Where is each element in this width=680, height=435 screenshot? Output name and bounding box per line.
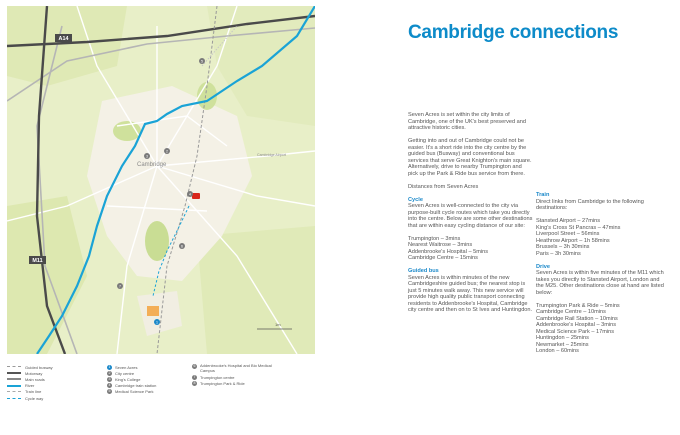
distances-heading: Distances from Seven Acres — [408, 183, 479, 190]
legend-number: 6 — [193, 364, 196, 368]
intro-paragraph: Seven Acres is set within the city limits of Cambridge, one of the UK's best preserved and attractive historic cities. — [408, 112, 526, 131]
legend-item — [192, 364, 280, 374]
farmland-area — [197, 226, 315, 354]
legend-places — [107, 364, 156, 395]
legend-label: Trumpington Park & Ride — [200, 380, 245, 386]
legend-label: Seven Acres — [115, 364, 138, 370]
legend-swatch — [7, 366, 21, 368]
legend-swatch — [7, 372, 21, 374]
cycle-heading: Cycle — [408, 196, 423, 203]
marker-label: 6 — [181, 244, 183, 249]
train-list: Stansted Airport – 27mins King's Cross St Pancras – 47mins Liverpool Street – 56mins Heathrow Airport – 1h 58mins Brussels – 3h 30mins Paris – 3h 30mins — [536, 218, 621, 257]
legend-item — [192, 380, 280, 386]
legend-label: Addenbrooke's Hospital and Bio Medical Campus — [200, 363, 272, 373]
map[interactable] — [7, 6, 315, 354]
legend-number: 1 — [108, 364, 111, 369]
legend-label: Motorway — [25, 370, 43, 376]
marker-label: 3 — [146, 154, 148, 159]
legend-swatch — [7, 391, 21, 392]
m11-label: M11 — [32, 258, 43, 264]
marker-label: 1 — [156, 320, 158, 325]
drive-text: Seven Acres is within five minutes of the M11 which takes you directly to Stansted Airport, London and the M25. Other destinations close at hand are listed below: — [536, 270, 664, 296]
bus-heading: Guided bus — [408, 268, 439, 274]
right-column — [536, 192, 664, 361]
legend-item — [7, 395, 53, 401]
train-text: Direct links from Cambridge to the following destinations: — [536, 198, 644, 211]
legend-swatch — [7, 398, 21, 399]
legend-item — [107, 383, 156, 389]
place-label-cambridge: Cambridge — [137, 162, 167, 168]
bus-text: Seven Acres is within minutes of the new Cambridgeshire guided bus; the nearest stop is just 5 minutes walk away. This new service will provide high quality public transport connecting residents to Addenbrooke's Hospital, Cambridge city centre and then on to St Ives and Huntingdon. — [408, 274, 533, 313]
legend-swatch — [7, 378, 21, 380]
legend-number: 3 — [108, 376, 111, 381]
drive-list: Trumpington Park & Ride – 5mins Cambridge Centre – 10mins Cambridge Rail Station – 10mins Addenbrooke's Hospital – 3mins Medical Science Park – 17mins Huntingdon – 25mins Newmarket – 25mins London – 60mins — [536, 302, 620, 354]
legend-label: Train line — [25, 389, 42, 395]
cycle-list: Trumpington – 3mins Nearest Waitrose – 3mins Addenbrooke's Hospital – 5mins Cambridge Centre – 15mins — [408, 235, 489, 261]
seven-acres-site — [147, 306, 159, 316]
drive-heading: Drive — [536, 263, 550, 270]
marker-label: 5 — [201, 59, 203, 64]
legend-number: 8 — [193, 380, 196, 385]
legend-label: City centre — [115, 370, 135, 376]
legend-places-2 — [192, 364, 280, 386]
marker-label: 2 — [166, 149, 168, 154]
marker-label: 4 — [189, 192, 191, 197]
legend-label: Main roads — [25, 376, 45, 382]
marker-label: 7 — [119, 284, 121, 289]
intro-paragraph: Getting into and out of Cambridge could not be easier. It's a short ride into the city centre by the guided bus (Busway) and conventional bus services that serve Great Knighton's main square. Alternatively, drive to nearby Trumpington and pick up the Park & Ride bus service from there. — [408, 138, 532, 177]
legend-label: Medical Science Park — [115, 389, 154, 395]
legend-label: Cambridge train station — [115, 383, 157, 389]
page-title: Cambridge connections — [408, 22, 619, 43]
legend-lines — [7, 364, 53, 401]
legend-label: Cycle way — [25, 395, 44, 401]
legend-swatch — [7, 385, 21, 387]
legend-number: 4 — [108, 383, 111, 388]
legend-label: Guided busway — [25, 364, 53, 370]
a14-label: A14 — [58, 36, 69, 42]
cycle-text: Seven Acres is well-connected to the city via purpose-built cycle routes which take you directly into the centre. Below are some other destinations that are within easy cycling distance of our site: — [408, 203, 533, 229]
left-column — [408, 112, 533, 320]
map-canvas — [7, 6, 315, 354]
scale-label: 1m — [275, 322, 281, 327]
legend-number: 7 — [193, 374, 196, 379]
legend-label: Trumpington centre — [200, 374, 235, 380]
map-legend — [7, 364, 307, 429]
place-label-airport: Cambridge Airport — [257, 153, 286, 157]
legend-label: King's College — [115, 376, 141, 382]
rail-station-icon — [192, 193, 200, 199]
legend-label: River — [25, 383, 35, 389]
legend-number: 5 — [108, 389, 111, 394]
legend-number: 2 — [108, 370, 111, 375]
legend-item — [107, 389, 156, 395]
train-heading: Train — [536, 192, 550, 198]
